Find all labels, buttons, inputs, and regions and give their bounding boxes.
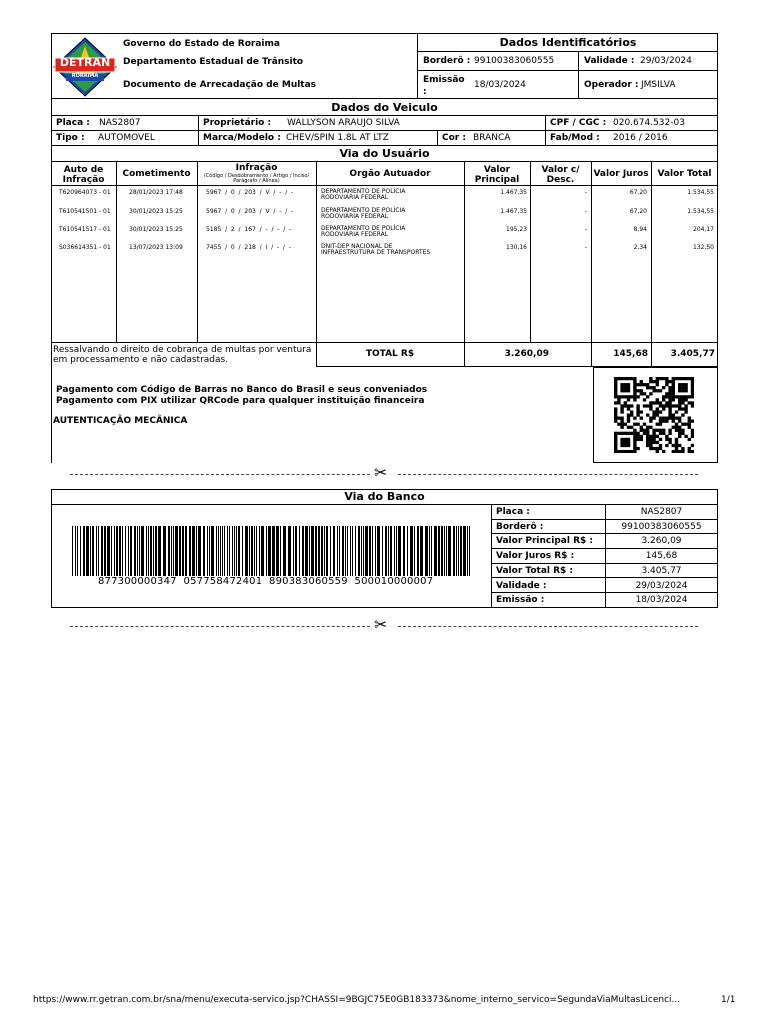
ident-title: Dados Identificatórios [418,33,718,52]
emissao-value: 18/03/2024 [474,80,526,90]
total-label: TOTAL R$ [365,349,415,359]
bordero-value: 99100383060555 [474,56,555,66]
usuario-title: Via do Usuário [51,146,718,162]
hdr-valor-total: Valor Total [657,169,712,179]
prop-value: WALLYSON ARAUJO SILVA [287,118,400,128]
logo-text: DETRAN [59,56,111,69]
cut-line [70,474,370,475]
table-row: T610541501 - 01 30/01/2023 15:25 5967 / 0 / 203 / V / - / - DEPARTAMENTO DE POLÍCIA RODOVIÁRIA FEDERAL 1.467,35 - 67,20 1.534,55 [59,207,714,220]
hdr-cometimento: Cometimento [122,169,191,179]
marca-value: CHEV/SPIN 1.8L AT LTZ [286,133,389,143]
operador-label: Operador : [584,80,639,90]
bank-row-value: 18/03/2024 [635,595,688,606]
bank-row-value: 99100383060555 [621,521,702,532]
cor-value: BRANCA [473,133,511,143]
bank-row-value: NAS2807 [640,507,683,517]
hdr-valor-desc: Valor c/ Desc. [541,165,580,185]
cut-line [398,474,698,475]
barcode-digits: 877300000347 057758472401 890383060559 500010000007 [98,576,434,587]
bank-row-label: Borderô : [496,521,544,532]
emissao-label: Emissão : [423,75,465,97]
cor-label: Cor : [442,133,466,143]
hdr-auto: Auto de Infração [62,165,105,185]
dept-name: Departamento Estadual de Trânsito [123,57,304,67]
payment-barcode[interactable] [72,526,472,576]
bank-row-value: 3.405,77 [641,565,682,576]
validade-label: Validade : [584,56,635,66]
footer-url[interactable]: https://www.rr.getran.com.br/sna/menu/executa-servico.jsp?CHASSI=9BGJC75E0GB183373&nome_interno_servico=SegundaViaMultasLicenci... [33,995,681,1005]
bank-title: Via do Banco [51,489,718,505]
bank-row-label: Valor Total R$ : [496,565,574,576]
validade-value: 29/03/2024 [640,56,692,66]
scissors-icon: ✂ [374,463,388,482]
operador-value: JMSILVA [641,80,676,90]
payment-barcode-note: Pagamento com Código de Barras no Banco do Brasil e seus conveniados [56,385,428,395]
scissors-icon: ✂ [374,615,388,634]
hdr-orgao: Orgão Autuador [349,169,431,179]
mechanical-auth: AUTENTICAÇÃO MECÂNICA [53,416,188,426]
bordero-label: Borderô : [423,56,471,66]
bank-row-label: Emissão : [496,595,545,606]
tipo-value: AUTOMOVEL [98,133,155,143]
gov-name: Governo do Estado de Roraima [123,39,280,49]
cut-line [70,626,370,627]
placa-label: Placa : [56,118,90,128]
bank-row-value: 3.260,09 [641,536,682,547]
table-row: T610541517 - 01 30/01/2023 15:25 5185 / 2 / 167 / - / - / - DEPARTAMENTO DE POLÍCIA RODOVIÁRIA FEDERAL 195,23 - 8,94 204,17 [59,225,714,238]
payment-pix-note: Pagamento com PIX utilizar QRCode para qualquer instituição financeira [56,396,425,406]
vdiv1 [198,116,199,146]
hdr-infracao: Infração (Código / Desdobramento / Artigo / Inciso/ Parágrafo / Alínea) [203,163,310,184]
cpf-value: 020.674.532-03 [613,118,685,128]
bank-row-label: Valor Juros R$ : [496,551,575,562]
bank-row-value: 145,68 [645,551,678,562]
total-total: 3.405,77 [670,349,715,359]
vdiv3 [437,131,438,146]
cpf-label: CPF / CGC : [550,118,607,128]
logo-subtext: RORAIMA [71,73,99,79]
tipo-label: Tipo : [56,133,85,143]
placa-value: NAS2807 [99,118,141,128]
pix-qr-code[interactable] [614,377,694,453]
bank-row-label: Valor Principal R$ : [496,536,593,547]
left-frame-line [51,343,52,463]
total-juros: 145,68 [613,349,648,359]
hdr-valor-principal: Valor Principal [474,165,520,185]
disclaimer-note: Ressalvando o direito de cobrança de multas por ventura em processamento e não cadastradas. [53,345,312,365]
marca-label: Marca/Modelo : [203,133,281,143]
table-row: S036614351 - 01 13/07/2023 13:09 7455 / 0 / 218 / I / - / - DNIT-DEP NACIONAL DE INFRAESTRUTURA DE TRANSPORTES 130,16 - 2,34 132,50 [59,243,714,256]
prop-label: Proprietário : [203,118,272,128]
footer-page: 1/1 [721,995,736,1005]
fab-value: 2016 / 2016 [613,133,668,143]
total-principal: 3.260,09 [504,349,549,359]
vdiv4 [545,131,546,146]
bank-row-label: Validade : [496,580,547,591]
fab-label: Fab/Mod : [550,133,600,143]
cut-line [398,626,698,627]
bank-row-value: 29/03/2024 [635,580,688,591]
vdiv2 [545,116,546,131]
doc-name: Documento de Arrecadação de Multas [123,80,317,90]
bank-row-label: Placa : [496,507,530,517]
table-row: T620964073 - 01 28/01/2023 17:48 5967 / 0 / 203 / V / - / - DEPARTAMENTO DE POLÍCIA RODOVIÁRIA FEDERAL 1.467,35 - 67,20 1.534,55 [59,188,714,201]
vehicle-title: Dados do Veiculo [51,99,718,116]
hdr-valor-juros: Valor Juros [593,169,649,179]
